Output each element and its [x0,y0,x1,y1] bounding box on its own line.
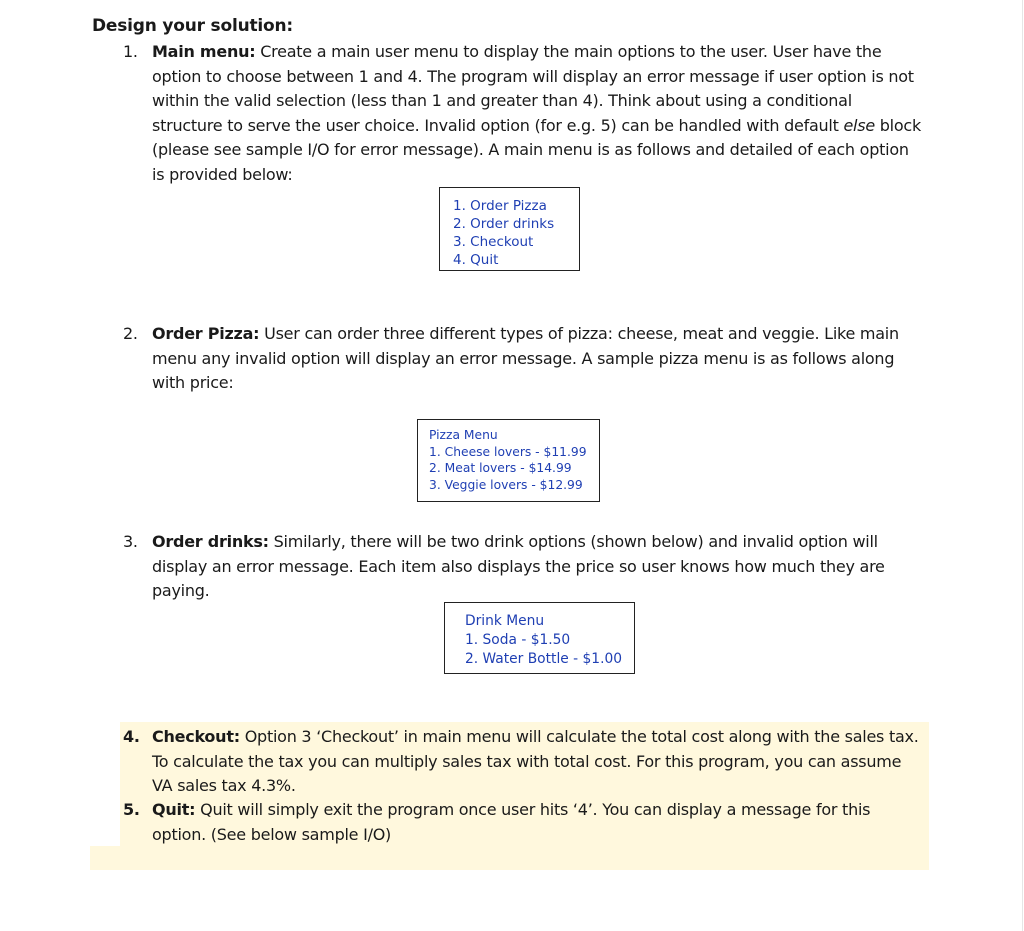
menu-line: 1. Cheese lovers - $11.99 [429,444,587,459]
item-title: Order Pizza: [152,324,260,343]
item-number: 5. [123,800,140,819]
main-menu-box [439,187,580,271]
item-order-drinks [123,530,923,604]
item-quit [123,798,923,847]
item-text: Option 3 ‘Checkout’ in main menu will calculate the total cost along with the sales tax. To calculate the tax you can multiply sales tax with total cost. For this program, you can assume VA sales tax 4.3%. [152,727,919,796]
highlight-notch [90,722,120,846]
item-text: Quit will simply exit the program once user hits ‘4’. You can display a message for this option. (See below sample I/O) [152,800,871,844]
menu-line: 2. Order drinks [453,216,555,232]
item-text: Similarly, there will be two drink options (shown below) and invalid option will display an error message. Each item also displays the price so user knows how much they are paying. [152,532,885,601]
menu-line: Pizza Menu [429,428,498,442]
item-order-pizza [123,322,923,396]
menu-line: Drink Menu [465,613,545,629]
menu-line: 3. Veggie lovers - $12.99 [429,477,583,492]
item-title: Checkout: [152,727,240,746]
item-main-menu [123,40,923,188]
item-number: 3. [123,532,138,551]
item-number: 4. [123,727,140,746]
item-title: Order drinks: [152,532,269,551]
menu-line: 3. Checkout [453,234,534,250]
item-text: block (please see sample I/O for error message). A main menu is as follows and detailed of each option is provided below: [152,115,921,184]
section-heading: Design your solution: [92,16,294,36]
pizza-menu-box [417,419,600,502]
item-text: Create a main user menu to display the main options to the user. User have the option to choose between 1 and 4. The program will display an error message if user option is not within the valid selection (less than 1 and greater than 4). Think about using a conditional structure to serve the user choice. Invalid option (for e.g. 5) can be handled with default [152,42,914,135]
menu-line: 2. Water Bottle - $1.00 [465,651,623,667]
menu-line: 1. Soda - $1.50 [465,632,571,648]
item-title: Main menu: [152,42,256,61]
page-edge-rule [1022,0,1023,931]
menu-line: 2. Meat lovers - $14.99 [429,461,572,476]
drink-menu-box [444,602,635,674]
item-text: User can order three different types of pizza: cheese, meat and veggie. Like main menu any invalid option will display an error message. A sample pizza menu is as follows along with price: [152,324,899,393]
item-text-italic: else [843,115,875,135]
menu-line: 4. Quit [453,252,499,268]
item-checkout [123,725,923,799]
item-title: Quit: [152,800,196,819]
menu-line: 1. Order Pizza [453,198,547,214]
item-number: 1. [123,42,138,61]
item-number: 2. [123,324,138,343]
